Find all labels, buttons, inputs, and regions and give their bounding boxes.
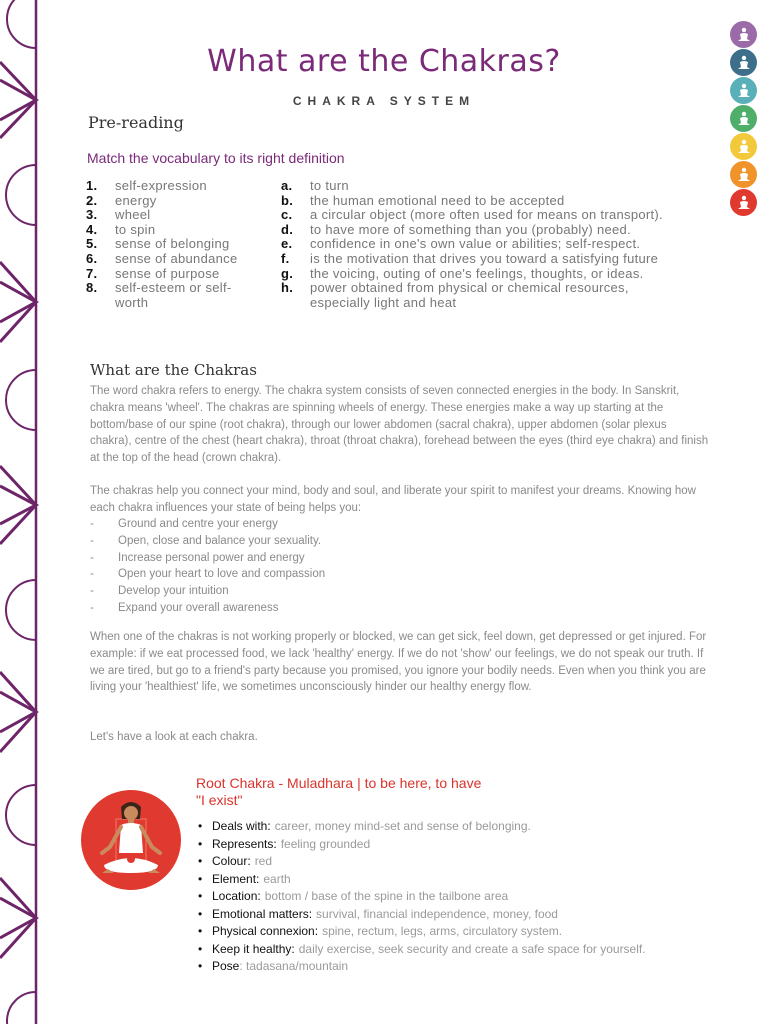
page-subtitle: CHAKRA SYSTEM xyxy=(292,94,476,108)
sacral-chakra-icon xyxy=(730,161,757,188)
list-item: - Open your heart to love and compassion xyxy=(90,568,326,581)
vocab-item: 1. self-expression xyxy=(86,178,207,193)
definition-item: h. power obtained from physical or chemical resources, especially light and heat xyxy=(281,280,629,310)
vocab-item: 2. energy xyxy=(86,192,157,208)
list-item: - Expand your overall awareness xyxy=(90,601,279,614)
benefits-list xyxy=(90,516,690,617)
vocab-item: 4. to spin xyxy=(86,221,156,237)
fact-item: • Location: bottom / base of the spine in the tailbone area xyxy=(198,889,509,903)
intro-heading: What are the Chakras xyxy=(90,361,257,379)
list-item: - Increase personal power and energy xyxy=(90,551,305,564)
prereading-heading: Pre-reading xyxy=(88,113,184,132)
vocab-item: 7. sense of purpose xyxy=(86,265,220,281)
meditating-woman-icon xyxy=(80,789,182,891)
fact-item: • Emotional matters: survival, financial independence, money, food xyxy=(198,906,558,921)
list-item: - Develop your intuition xyxy=(90,585,229,598)
fact-item: • Keep it healthy: daily exercise, seek security and create a safe space for yourself. xyxy=(198,941,646,956)
root-chakra-icon xyxy=(730,189,757,216)
definition-item: e. confidence in one's own value or abilities; self-respect. xyxy=(281,236,641,252)
fact-item: • Colour: red xyxy=(198,854,273,868)
heart-chakra-icon xyxy=(730,105,757,132)
solar-plexus-chakra-icon xyxy=(730,133,757,160)
list-item: - Ground and centre your energy xyxy=(90,518,278,530)
vocabulary-list xyxy=(86,179,286,310)
fact-item: • Represents: feeling grounded xyxy=(198,836,371,851)
fact-item: • Deals with: career, money mind-set and sense of belonging. xyxy=(198,819,531,833)
list-item: - Open, close and balance your sexuality. xyxy=(90,534,322,547)
definition-item: b. the human emotional need to be accepted xyxy=(281,192,565,208)
definitions-list xyxy=(281,179,731,310)
vocab-item: 6. sense of abundance xyxy=(86,250,238,266)
definition-item: c. a circular object (more often used for means on transport). xyxy=(281,207,663,223)
vocab-item: 3. wheel xyxy=(86,207,151,223)
fact-item: • Pose : tadasana/mountain xyxy=(198,959,349,973)
root-chakra-title-line: "I exist" xyxy=(196,792,243,808)
decorative-left-border xyxy=(0,0,44,1024)
fact-item: • Physical connexion: spine, rectum, legs, arms, circulatory system. xyxy=(198,924,563,938)
root-chakra-title xyxy=(196,775,556,809)
root-chakra-title-line: Root Chakra - Muladhara | to be here, to have xyxy=(196,775,482,791)
definition-item: a. to turn xyxy=(281,178,349,193)
intro-paragraph-4: Let's have a look at each chakra. xyxy=(90,731,258,743)
definition-item: g. the voicing, outing of one's feelings, thoughts, or ideas. xyxy=(281,265,644,281)
match-instruction: Match the vocabulary to its right definition xyxy=(87,150,345,166)
intro-paragraph-3: When one of the chakras is not working properly or blocked, we can get sick, feel down, get depressed or get injured. For example: if we eat processed food, we lack 'healthy' energy. If we do not 'show' our feelings, we do not speak our truth. If we are tired, but go to a friend's party because you promised, you ignore your bodily needs. Even when you think you are living your 'healthiest' life, we sometimes unconsciously hinder our healthy energy flow. xyxy=(90,631,707,694)
intro-paragraph-2: The chakras help you connect your mind, body and soul, and liberate your spirit to manifest your dreams. Knowing how each chakra influences your state of being helps you: xyxy=(90,485,696,514)
definition-item: d. to have more of something than you (probably) need. xyxy=(281,221,631,237)
vocab-item: 5. sense of belonging xyxy=(86,236,230,252)
fact-item: • Element: earth xyxy=(198,871,291,886)
page-title: What are the Chakras? xyxy=(207,44,561,79)
intro-paragraph-1: The word chakra refers to energy. The chakra system consists of seven connected energies in the body. In Sanskrit, chakra means 'wheel'. The chakras are spinning wheels of energy. These energies make a way up starting at the bottom/base of our spine (root chakra), through our lower abdomen (sacral chakra), upper abdomen (solar plexus chakra), centre of the chest (heart chakra), throat (throat chakra), forehead between the eyes (third eye chakra) and finish at the top of the head (crown chakra). xyxy=(90,385,709,465)
definition-item: f. is the motivation that drives you toward a satisfying future xyxy=(281,250,659,266)
root-chakra-facts xyxy=(198,818,738,976)
vocab-item: 8. self-esteem or self-worth xyxy=(86,280,232,310)
